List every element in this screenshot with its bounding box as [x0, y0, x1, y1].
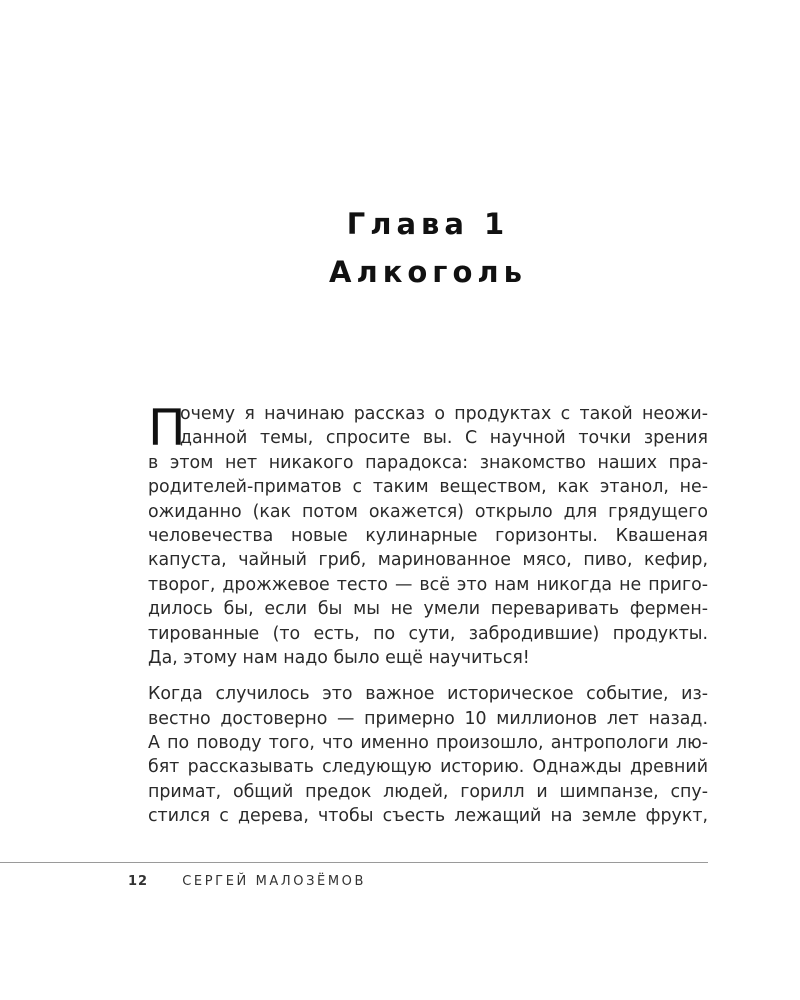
text-line: Да, этому нам надо было ещё научиться!	[148, 647, 530, 668]
text-line: тированные (то есть, по сути, забродившие) продукты.	[148, 623, 708, 644]
drop-cap: П	[148, 399, 186, 457]
page-number: 12	[128, 874, 149, 889]
text-line: родителей-приматов с таким веществом, как этанол, не-	[148, 477, 708, 498]
chapter-number: Глава 1	[346, 207, 510, 241]
footer-rule	[0, 862, 708, 863]
paragraph-1	[148, 399, 708, 670]
text-line: данной темы, спросите вы. С научной точки зрения	[180, 428, 708, 449]
text-line: П очему я начинаю рассказ о продуктах с такой неожи-	[148, 399, 708, 457]
chapter-heading	[148, 200, 708, 296]
chapter-title: Алкоголь	[329, 255, 527, 289]
text-line: стился с дерева, чтобы съесть лежащий на земле фрукт,	[148, 806, 708, 827]
text-line: дилось бы, если бы мы не умели переваривать фермен-	[148, 599, 708, 620]
text-line: творог, дрожжевое тесто — всё это нам никогда не приго-	[148, 574, 708, 595]
text-line: примат, общий предок людей, горилл и шимпанзе, спу-	[148, 781, 708, 802]
text-line: вестно достоверно — примерно 10 миллионов лет назад.	[148, 708, 708, 729]
text-line: бят рассказывать следующую историю. Однажды древний	[148, 757, 708, 778]
paragraph-gap	[148, 670, 708, 682]
text-line: Когда случилось это важное историческое событие, из-	[148, 684, 708, 705]
text-line: в этом нет никакого парадокса: знакомство наших пра-	[148, 452, 708, 473]
text-line: А по поводу того, что именно произошло, антропологи лю-	[148, 733, 708, 754]
text-line: ожиданно (как потом окажется) открыло для грядущего	[148, 501, 708, 522]
page-footer	[128, 874, 366, 889]
text-line: капуста, чайный гриб, маринованное мясо, пиво, кефир,	[148, 550, 708, 571]
paragraph-2	[148, 682, 708, 828]
running-author: СЕРГЕЙ МАЛОЗЁМОВ	[182, 874, 366, 889]
text-line: человечества новые кулинарные горизонты. Квашеная	[148, 525, 708, 546]
body-text	[148, 399, 708, 829]
